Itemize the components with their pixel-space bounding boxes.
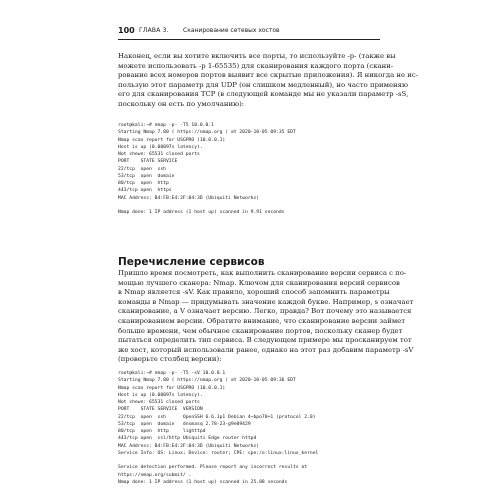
code-line: Nmap scan report for USGPRO (10.0.0.1) [118,137,226,143]
text-line: его для сканирования TCP (в следующей команде мы не указали параметр -sS, [118,90,409,99]
chapter-title: Сканирование сетевых хостов [183,27,280,34]
text-line: пытаться определить тип сервиса. В следующем примере мы просканируем тот [118,336,412,345]
code-line: 22/tcp open ssh OpenSSH 6.6.1p1 Debian 4~bpo70+1 (protocol 2.0) [118,414,316,420]
text-line: мощью лучшего сканера: Nmap. Ключом для сканирования версий сервисов [118,278,400,287]
code-line: 53/tcp open domain dnsmasq 2.78-23-g9e09429 [118,421,251,427]
code-line: https://nmap.org/submit/ . [118,472,192,478]
page-number: 100 [118,26,135,35]
code-line: 22/tcp open ssh [118,166,166,172]
text-line: Пришло время посмотреть, как выполнить сканирование версии сервиса с по- [118,269,407,277]
code-line: 80/tcp open http [118,181,169,186]
code-block-port-scan [118,122,382,216]
code-line: Starting Nmap 7.80 ( https://nmap.org ) at 2020-10-05 09:36 EDT [118,378,296,384]
code-line: Nmap scan report for USGPRO (10.0.0.1) [118,385,226,391]
code-line: Starting Nmap 7.80 ( https://nmap.org ) at 2020-10-05 09:35 EDT [118,130,296,136]
paragraph-service-enum [118,269,414,365]
text-line: поскольку он есть по умолчанию): [118,99,245,108]
text-line: рование всех номеров портов выявит все скрытые приложения). Я никогда не ис- [118,71,419,80]
code-line: MAC Address: B4:FB:E4:2F:04:3D (Ubiquiti Networks) [118,195,260,201]
text-line: сканирование, а V означает версию. Легко, правда? Вот почему это называется [118,307,412,316]
code-line: root@kali:~# nmap -p- -T5 -sV 10.0.0.1 [118,371,226,376]
code-line: 53/tcp open domain [118,173,175,179]
text-line: сканированием версии. Обратите внимание, что сканирование версии займет [118,316,406,325]
header-rule [118,39,380,40]
text-line: же хост, который использовали ранее, однако на этот раз добавим параметр -sV [118,345,414,354]
code-line: 80/tcp open http lighttpd [118,429,206,434]
text-line: пользую этот параметр для UDP (он слишком медленный), но часто применяю [118,80,408,89]
text-line: Наконец, если вы хотите включить все порты, то используйте -p- (также вы [118,52,396,60]
code-line: Not shown: 65531 closed ports [118,152,200,157]
code-block-version-scan [118,370,382,486]
code-line [118,202,382,209]
code-line: Nmap done: 1 IP address (1 host up) scanned in 25.88 seconds [118,479,288,485]
text-line: в Nmap является -sV. Как правило, хороший способ запомнить параметры [118,288,390,297]
text-line: (проверьте столбец версии): [118,355,222,364]
code-line: Nmap done: 1 IP address (1 host up) scanned in 9.91 seconds [118,210,285,215]
text-line: команды в Nmap — придумывать значение каждой букве. Например, s означает [118,297,414,306]
running-header [118,26,380,40]
code-line [118,457,382,464]
section-heading: Перечисление сервисов [118,256,265,268]
code-line: Host is up (0.00097s latency). [118,144,203,150]
code-line: PORT STATE SERVICE VERSION [118,407,203,413]
text-line: можете использовать -p 1-65535) для сканирования каждого порта (скани- [118,61,394,70]
chapter-label: ГЛАВА 3. [139,27,169,34]
code-line: MAC Address: B4:FB:E4:2F:04:3D (Ubiquiti Networks) [118,443,260,449]
code-line: Not shown: 65531 closed ports [118,400,200,405]
code-line: Service detection performed. Please report any incorrect results at [118,465,308,471]
code-line: root@kali:~# nmap -p- -T5 10.0.0.1 [118,123,214,128]
paragraph-intro [118,52,419,110]
code-line: 443/tcp open https [118,188,172,194]
text-line: больше времени, чем обычное сканирование портов, поскольку сканер будет [118,326,403,335]
code-line: 443/tcp open ssl/http Ubiquiti Edge router httpd [118,436,257,442]
code-line: Service Info: OS: Linux; Device: router; CPE: cpe:/o:linux:linux_kernel [118,450,319,456]
code-line: Host is up (0.00097s latency). [118,392,203,398]
code-line: PORT STATE SERVICE [118,159,178,165]
